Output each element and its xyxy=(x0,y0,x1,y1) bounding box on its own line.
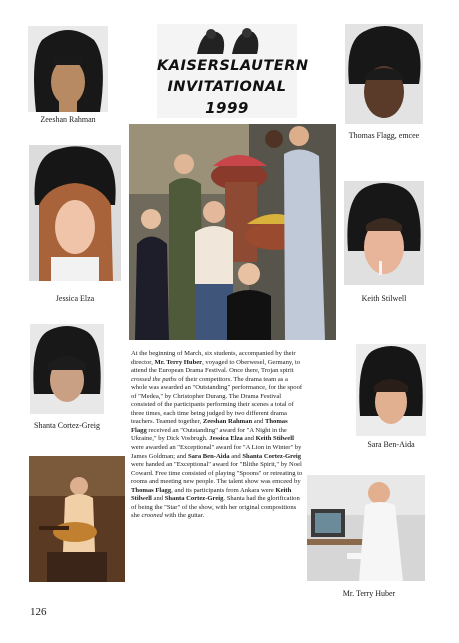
body-text-run: . Shanta had the glorification of being the "Star" of the show, with her original compositions she xyxy=(131,495,300,520)
photo-terry-huber xyxy=(307,475,425,581)
body-bold-name: Keith Stilwell xyxy=(131,486,292,503)
portrait-keith-stilwell xyxy=(344,181,424,285)
body-text-run: received an "Outstanding" award for "A Night in the Ukraine," by Dick Vosbrugh. xyxy=(131,426,287,443)
caption-sara: Sara Ben-Aida xyxy=(367,440,415,449)
body-bold-name: Jessica Elza xyxy=(209,435,243,443)
body-bold-name: Thomas Flagg xyxy=(131,418,288,434)
caption-shanta: Shanta Cortez-Greig xyxy=(34,421,100,430)
caption-thomas: Thomas Flagg, emcee xyxy=(348,131,420,140)
portrait-shanta-cortez-greig xyxy=(30,324,104,414)
page-number: 126 xyxy=(30,606,47,618)
body-text-run: with the guitar. xyxy=(162,512,205,520)
caption-terry: Mr. Terry Huber xyxy=(342,589,396,598)
caption-zeeshan: Zeeshan Rahman xyxy=(40,115,96,124)
body-text-run: and xyxy=(252,418,265,426)
body-bold-name: Shanta Cortez-Greig xyxy=(242,452,302,460)
body-text-run: , and its participants from Ankara were xyxy=(171,486,276,494)
group-photo xyxy=(129,124,336,340)
caption-keith: Keith Stilwell xyxy=(361,294,407,303)
body-italic-text: crooned xyxy=(141,512,163,520)
banner-line-2: INVITATIONAL xyxy=(167,79,287,95)
body-bold-name: Mr. Terry Huber xyxy=(154,358,203,366)
portrait-zeeshan-rahman xyxy=(28,26,108,112)
body-text-run: At the beginning of March, six students, accompanied by their director, xyxy=(131,350,296,366)
body-text-run: and xyxy=(229,452,243,460)
portrait-thomas-flagg xyxy=(345,24,423,124)
body-italic-text: crossed the paths xyxy=(131,375,177,383)
body-text-run: and xyxy=(242,435,256,443)
portrait-jessica-elza xyxy=(29,145,121,281)
body-bold-name: Keith Stilwell xyxy=(255,435,294,443)
banner-line-1: KAISERSLAUTERN xyxy=(157,58,309,74)
banner-line-3: 1999 xyxy=(205,99,249,117)
portrait-sara-ben-aida xyxy=(356,344,426,436)
article-body xyxy=(131,350,303,521)
body-bold-name: Thomas Flagg xyxy=(131,486,172,494)
body-text-run: were handed an "Exceptional" award for "Blithe Spirit," by Noel Coward. Free time consisted of playing "Spoons" or retreating to rooms and meeting new people. The talent show was emceed by xyxy=(131,461,303,486)
body-bold-name: Shanta Cortez-Greig xyxy=(164,495,224,503)
body-text-run: of their competitors. The drama team as a whole was awarded an "Outstanding" performance, for the spoof of "Medea," by Christopher Durang. The Drama Festival consisted of the participants performing their scenes a total of three times, each time being judged by two different drama teachers. Teamed together, xyxy=(131,375,303,426)
caption-jessica: Jessica Elza xyxy=(55,294,95,303)
body-text-run: and xyxy=(151,495,165,503)
guitar-photo xyxy=(29,456,125,582)
banner-figures-graphic xyxy=(157,24,297,58)
body-bold-name: Zeeshan Rahman xyxy=(202,418,253,426)
banner-kaiserslautern-invitational xyxy=(157,24,309,118)
body-text-run: , voyaged to Oberwesel, Germany, to attend the European Drama Festival. Once there, Trojan spirit xyxy=(131,358,301,375)
body-text-run: were awarded an "Exceptional" award for "A Lion in Winter" by James Goldman; and xyxy=(131,444,302,460)
body-bold-name: Sara Ben-Aida xyxy=(187,452,230,460)
